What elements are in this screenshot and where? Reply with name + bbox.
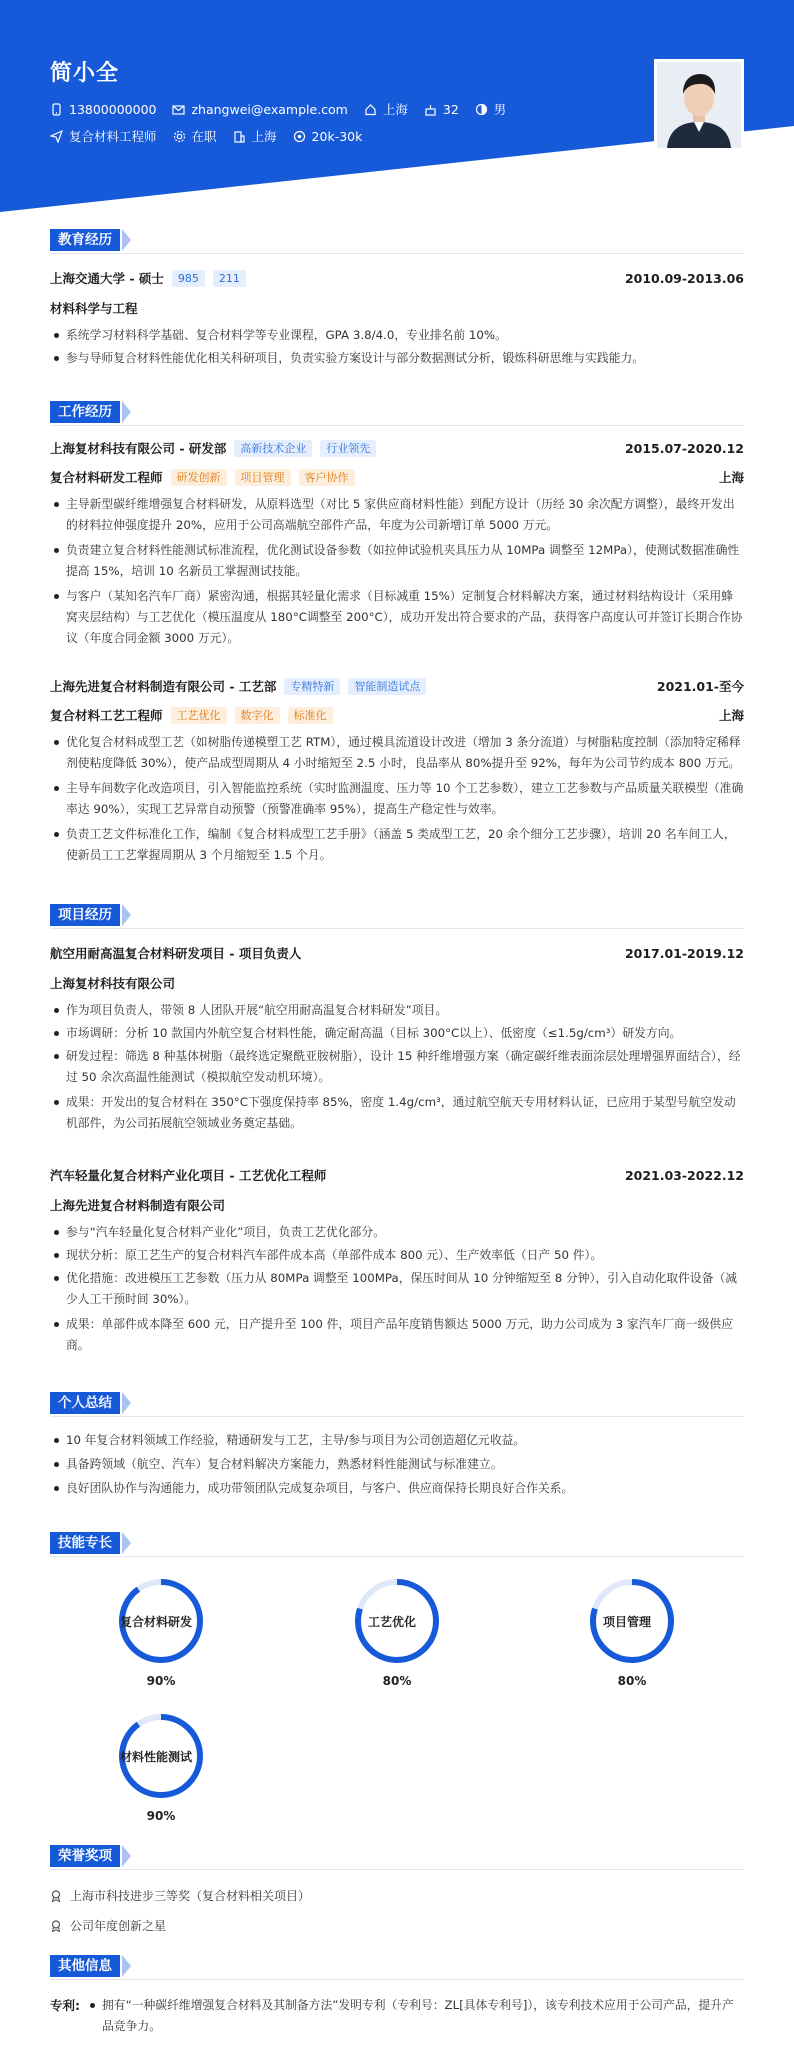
award-item: [50, 1887, 310, 1904]
section-divider: [50, 425, 744, 426]
school-tag: 211: [213, 270, 246, 287]
list-item: 研发过程：筛选 8 种基体树脂（最终选定聚酰亚胺树脂），设计 15 种纤维增强方案（确定碳纤维表面涂层处理增强界面结合），经过 50 余次高温性能测试（模拟航空发动机环境）。: [50, 1046, 744, 1088]
email-item: [172, 102, 347, 117]
skill-name: 复合材料研发: [119, 1614, 192, 1629]
candidate-name: 简小全: [50, 61, 120, 86]
list-item: 负责工艺文件标准化工作，编制《复合材料成型工艺手册》（涵盖 5 类成型工艺，20 余个细分工艺步骤），培训 20 名车间工人，使新员工工艺掌握周期从 3 个月缩短至 1.5 个月。: [50, 824, 744, 866]
skill-name: 项目管理: [602, 1614, 651, 1629]
gear-icon: [173, 130, 186, 143]
section-header: [50, 1955, 744, 1977]
position-tag: 工艺优化: [171, 707, 227, 724]
list-item: 现状分析：原工艺生产的复合材料汽车部件成本高（单部件成本 800 元）、生产效率低（日产 50 件）。: [50, 1245, 744, 1266]
patent-label: 专利:: [50, 1998, 80, 2013]
skill-percent: 90%: [146, 1809, 176, 1823]
company-tag: 专精特新: [284, 678, 340, 695]
skill-percent: 80%: [382, 1674, 412, 1688]
position-tag: 项目管理: [235, 469, 291, 486]
list-item: 主导新型碳纤维增强复合材料研发，从原料选型（对比 5 家供应商材料性能）到配方设计（历经 30 余次配方调整），最终开发出的材料拉伸强度提升 20%，应用于公司高端航空部件产品，年度为公司新增订单 5000 万元。: [50, 494, 744, 536]
status-text: 在职: [191, 129, 217, 144]
award-icon: [50, 1920, 62, 1932]
target-city-item: [233, 127, 277, 145]
list-item: 成果：开发出的复合材料在 350°C下强度保持率 85%，密度 1.4g/cm³，通过航空航天专用材料认证，已应用于某型号航空发动机部件，为公司拓展航空领域业务奠定基础。: [50, 1092, 744, 1134]
project-heading: [50, 1166, 744, 1184]
position-name: 复合材料工艺工程师: [50, 708, 163, 723]
section-divider: [50, 1556, 744, 1557]
salary-item: [293, 129, 363, 144]
work-location: 上海: [718, 470, 744, 485]
cake-icon: [424, 103, 437, 116]
skills-section: [50, 1532, 744, 1823]
skill-item: [111, 1576, 211, 1688]
status-item: [173, 127, 217, 145]
title-decoration: [122, 1392, 131, 1414]
section-divider: [50, 1979, 744, 1980]
list-item: 良好团队协作与沟通能力，成功带领团队完成复杂项目，与客户、供应商保持长期良好合作关系。: [50, 1478, 744, 1499]
resume-header: [0, 0, 794, 212]
home-icon: [364, 103, 377, 116]
send-icon: [50, 130, 63, 143]
award-text: 公司年度创新之星: [70, 1919, 167, 1933]
major-row: [50, 299, 744, 317]
title-decoration: [122, 904, 131, 926]
title-decoration: [122, 1845, 131, 1867]
skill-item: [347, 1576, 447, 1688]
skill-item: [582, 1576, 682, 1688]
phone-text: 13800000000: [69, 101, 157, 117]
company-heading: [50, 677, 744, 695]
list-item: 系统学习材料科学基础、复合材料学等专业课程，GPA 3.8/4.0，专业排名前 10%。: [50, 325, 744, 346]
list-item: 优化复合材料成型工艺（如树脂传递模塑工艺 RTM），通过模具流道设计改进（增加 3 条分流道）与树脂粘度控制（添加特定稀释剂使粘度降低 30%），使产品成型周期从 4 小时缩短至 2.5 小时，良品率从 80%提升至 92%，每年为公司节约成本 800 万元。: [50, 732, 744, 774]
salary-text: 20k-30k: [311, 128, 363, 144]
education-heading: [50, 269, 744, 287]
section-divider: [50, 1869, 744, 1870]
project-name: 航空用耐高温复合材料研发项目 - 项目负责人: [50, 946, 302, 961]
list-item: 主导车间数字化改造项目，引入智能监控系统（实时监测温度、压力等 10 个工艺参数），建立工艺参数与产品质量关联模型（准确率达 90%），实现工艺异常自动预警（预警准确率 95%），提高生产稳定性与效率。: [50, 778, 744, 820]
skill-percent: 80%: [617, 1674, 647, 1688]
position-name: 复合材料研发工程师: [50, 470, 163, 485]
summary-section: [50, 1392, 744, 1495]
project-date: 2017.01-2019.12: [624, 945, 744, 961]
company-name: 上海复材科技有限公司 - 研发部: [50, 441, 227, 456]
title-decoration: [122, 229, 131, 251]
section-title: 教育经历: [50, 229, 120, 251]
company-heading: [50, 439, 744, 457]
section-title: 其他信息: [50, 1955, 120, 1977]
patent-row: [50, 1995, 744, 2037]
gender-icon: [475, 103, 488, 116]
list-item: 优化措施：改进模压工艺参数（压力从 80MPa 调整至 100MPa，保压时间从 10 分钟缩短至 8 分钟），引入自动化取件设备（减少人工干预时间 30%）。: [50, 1268, 744, 1310]
work-location: 上海: [718, 708, 744, 723]
project-org-row: [50, 974, 744, 992]
phone-icon: [50, 103, 63, 116]
list-item: 负责建立复合材料性能测试标准流程，优化测试设备参数（如拉伸试验机夹具压力从 10MPa 调整至 12MPa），使测试数据准确性提高 15%，培训 10 名新员工掌握测试技能。: [50, 540, 744, 582]
skill-percent: 90%: [146, 1674, 176, 1688]
list-item: 10 年复合材料领域工作经验，精通研发与工艺，主导/参与项目为公司创造超亿元收益。: [50, 1430, 744, 1451]
awards-section: [50, 1845, 744, 1933]
project-org-row: [50, 1196, 744, 1214]
patent-list: [86, 1995, 744, 2037]
section-title: 个人总结: [50, 1392, 120, 1414]
coin-icon: [293, 130, 306, 143]
position-tag: 数字化: [235, 707, 280, 724]
other-section: [50, 1955, 744, 2033]
section-title: 工作经历: [50, 401, 120, 423]
project-section: [50, 904, 744, 1352]
list-item: 成果：单部件成本降至 600 元，日产提升至 100 件，项目产品年度销售额达 5000 万元，助力公司成为 3 家汽车厂商一级供应商。: [50, 1314, 744, 1356]
intention-row: [50, 127, 378, 145]
section-header: [50, 401, 744, 423]
title-decoration: [122, 1955, 131, 1977]
list-item: 拥有“一种碳纤维增强复合材料及其制备方法”发明专利（专利号：ZL[具体专利号]），该专利技术应用于公司产品，提升产品竞争力。: [86, 1995, 744, 2037]
list-item: 具备跨领域（航空、汽车）复合材料解决方案能力，熟悉材料性能测试与标准建立。: [50, 1454, 744, 1475]
title-decoration: [122, 1532, 131, 1554]
project-org: 上海先进复合材料制造有限公司: [50, 1198, 226, 1213]
position-heading: [50, 706, 744, 724]
list-item: 参与导师复合材料性能优化相关科研项目，负责实验方案设计与部分数据测试分析，锻炼科研思维与实践能力。: [50, 348, 744, 369]
section-title: 技能专长: [50, 1532, 120, 1554]
job-item: [50, 127, 157, 145]
section-divider: [50, 928, 744, 929]
phone-item: [50, 102, 156, 117]
major-name: 材料科学与工程: [50, 301, 138, 316]
section-title: 项目经历: [50, 904, 120, 926]
section-divider: [50, 1416, 744, 1417]
age-item: [424, 102, 459, 117]
company-tag: 高新技术企业: [234, 440, 312, 457]
city-item: [364, 100, 408, 118]
position-tag: 研发创新: [171, 469, 227, 486]
company-name: 上海先进复合材料制造有限公司 - 工艺部: [50, 679, 277, 694]
section-header: [50, 1845, 744, 1867]
section-header: [50, 1532, 744, 1554]
mail-icon: [172, 103, 185, 116]
company-tag: 智能制造试点: [348, 678, 426, 695]
target-city-text: 上海: [251, 129, 277, 144]
section-title: 荣誉奖项: [50, 1845, 120, 1867]
list-item: 参与“汽车轻量化复合材料产业化”项目，负责工艺优化部分。: [50, 1222, 744, 1243]
school-tag: 985: [172, 270, 205, 287]
project-name: 汽车轻量化复合材料产业化项目 - 工艺优化工程师: [50, 1168, 327, 1183]
section-divider: [50, 253, 744, 254]
award-icon: [50, 1890, 62, 1902]
job-text: 复合材料工程师: [69, 129, 157, 144]
city-text: 上海: [382, 102, 408, 117]
education-section: [50, 229, 744, 365]
profile-photo: [654, 59, 744, 151]
position-tag: 标准化: [288, 707, 333, 724]
contact-row: [50, 100, 522, 118]
gender-item: [475, 100, 507, 118]
avatar-portrait: [657, 62, 741, 148]
list-item: 与客户（某知名汽车厂商）紧密沟通，根据其轻量化需求（目标减重 15%）定制复合材料解决方案，通过材料结构设计（采用蜂窝夹层结构）与工艺优化（模压温度从 180°C调整至 200°C），成功开发出符合要求的产品，获得客户高度认可并签订长期合作协议（年度合同金额 3000 万元）。: [50, 586, 744, 649]
age-text: 32: [442, 101, 459, 117]
company-tag: 行业领先: [320, 440, 376, 457]
work-date: 2015.07-2020.12: [624, 440, 744, 456]
list-item: 作为项目负责人，带领 8 人团队开展“航空用耐高温复合材料研发”项目。: [50, 1000, 744, 1021]
award-item: [50, 1917, 166, 1934]
list-item: 市场调研：分析 10 款国内外航空复合材料性能，确定耐高温（目标 300°C以上）、低密度（≤1.5g/cm³）研发方向。: [50, 1023, 744, 1044]
project-heading: [50, 944, 744, 962]
skill-name: 工艺优化: [367, 1614, 416, 1629]
skill-item: [111, 1711, 211, 1823]
position-tag: 客户协作: [299, 469, 355, 486]
section-header: [50, 229, 744, 251]
work-section: [50, 401, 744, 862]
title-decoration: [122, 401, 131, 423]
section-header: [50, 1392, 744, 1414]
gender-text: 男: [493, 102, 507, 117]
email-text: zhangwei@example.com: [191, 101, 348, 117]
section-header: [50, 904, 744, 926]
position-heading: [50, 468, 744, 486]
school-name: 上海交通大学 - 硕士: [50, 271, 164, 286]
project-org: 上海复材科技有限公司: [50, 976, 176, 991]
project-date: 2021.03-2022.12: [624, 1167, 744, 1183]
education-date: 2010.09-2013.06: [624, 270, 744, 286]
work-date: 2021.01-至今: [656, 679, 744, 694]
award-text: 上海市科技进步三等奖（复合材料相关项目）: [70, 1889, 311, 1903]
building-icon: [233, 130, 246, 143]
skill-name: 材料性能测试: [119, 1749, 192, 1764]
